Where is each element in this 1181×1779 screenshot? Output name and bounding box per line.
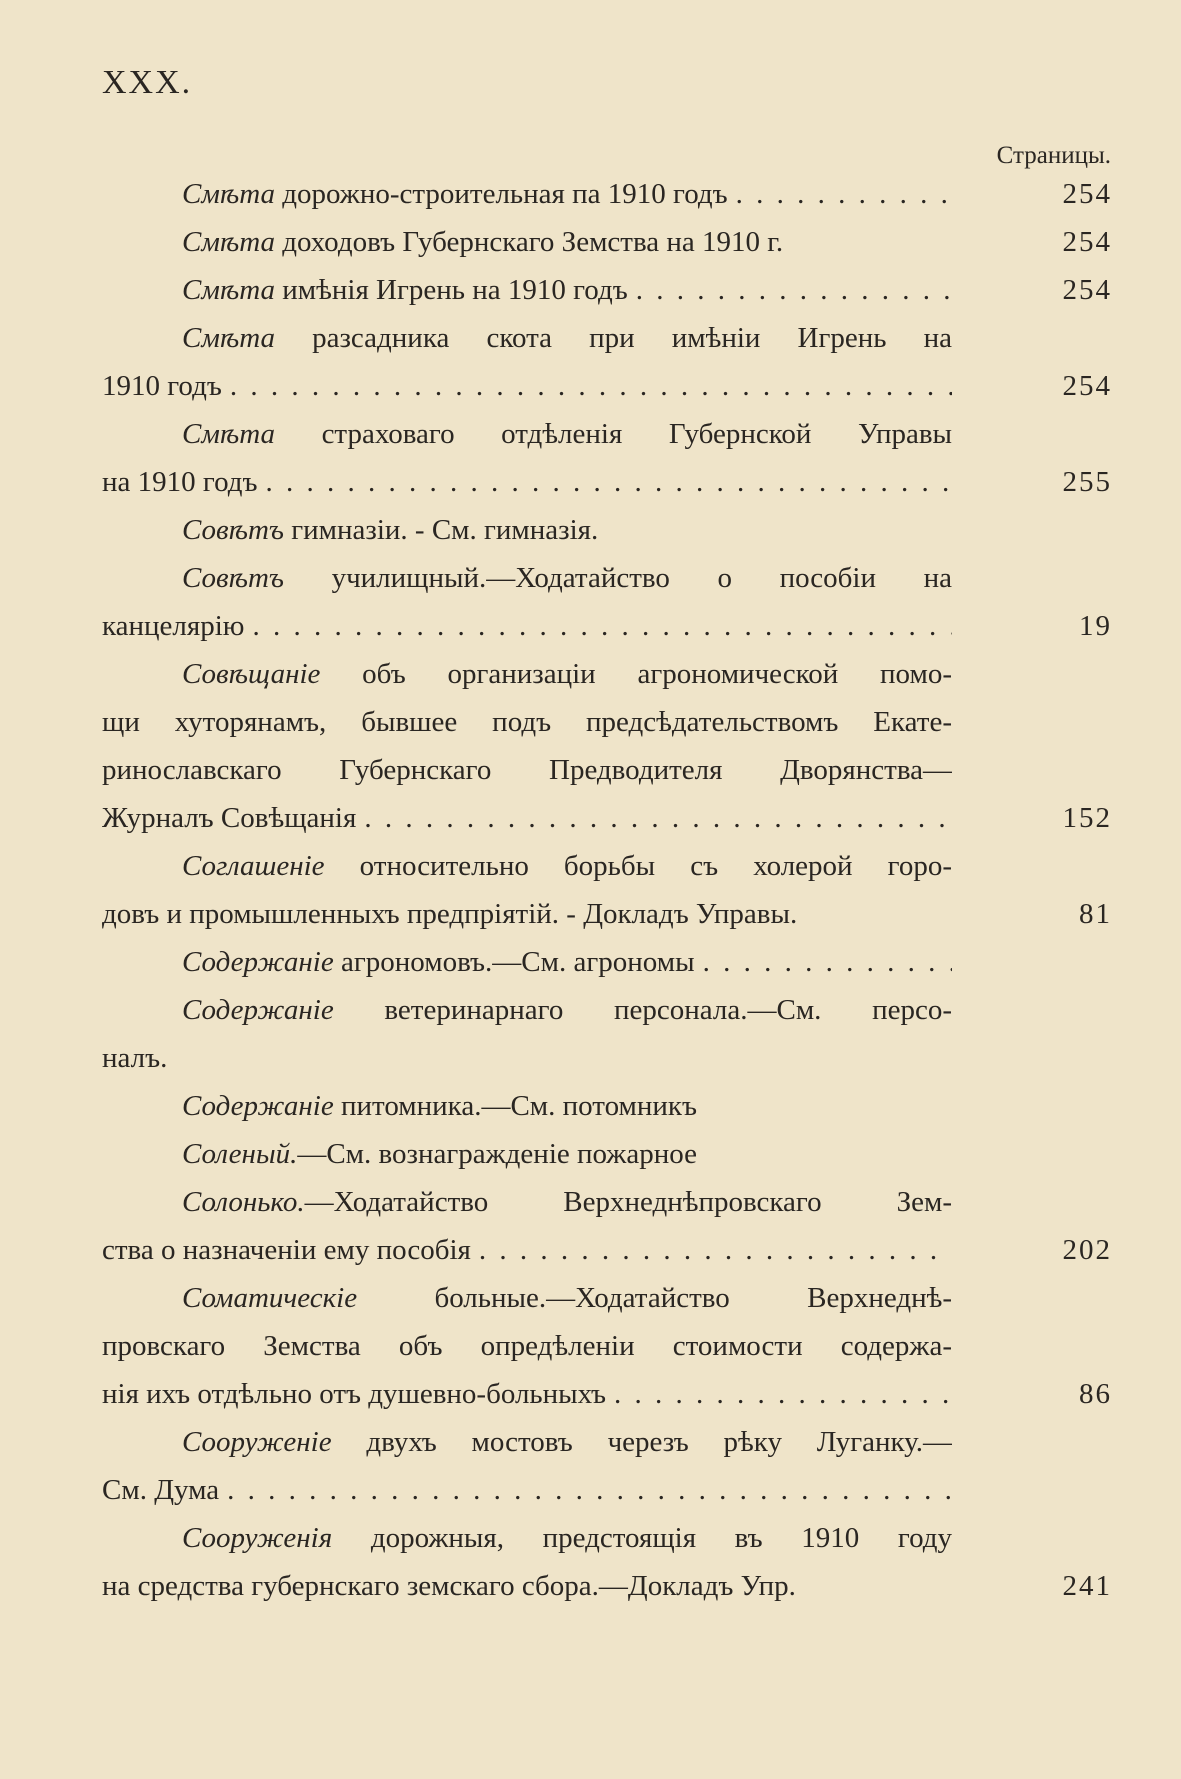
- index-line: [102, 1178, 1112, 1226]
- entry-keyword: Соматическіе: [182, 1282, 358, 1314]
- index-line: [102, 1322, 1112, 1370]
- entry-keyword: Сооруженіе: [182, 1426, 332, 1458]
- entry-text: [182, 842, 952, 890]
- entry-description: страховаго отдѣленія Губернской Управы: [321, 418, 952, 450]
- index-entries: [102, 170, 1112, 1610]
- entry-text: [102, 458, 952, 506]
- entry-description: училищный.—Ходатайство о пособіи на: [331, 562, 952, 594]
- entry-description: дорожно-строительная па 1910 годъ: [282, 178, 728, 210]
- entry-description: агрономовъ.—См. агрономы: [341, 946, 695, 978]
- page-number: XXX.: [102, 64, 193, 101]
- entry-description: двухъ мостовъ черезъ рѣку Луганку.—: [366, 1426, 952, 1458]
- entry-text: [182, 1178, 952, 1226]
- entry-text: [102, 1562, 952, 1610]
- entry-description: разсадника скота при имѣніи Игрень на: [312, 322, 952, 354]
- index-line: [102, 1514, 1112, 1562]
- index-line: [102, 1034, 1112, 1082]
- index-entry: [102, 266, 1112, 314]
- index-entry: [102, 938, 1112, 986]
- entry-page-number: 254: [1062, 178, 1112, 210]
- index-entry: [102, 170, 1112, 218]
- entry-text: [182, 986, 952, 1034]
- entry-text: [182, 1418, 952, 1466]
- entry-description: питомника.—См. потомникъ: [341, 1090, 697, 1122]
- entry-description: провскаго Земства объ опредѣленіи стоимости содержа-: [102, 1330, 952, 1362]
- entry-description: на 1910 годъ: [102, 466, 258, 498]
- index-line: [102, 1418, 1112, 1466]
- entry-text: [182, 506, 952, 554]
- entry-text: [182, 1130, 952, 1178]
- entry-page-number: 255: [1062, 466, 1112, 498]
- index-line: [102, 266, 1112, 314]
- entry-page-number: 81: [1079, 898, 1112, 930]
- entry-description: ринославскаго Губернскаго Предводителя Дворянства—: [102, 754, 952, 786]
- index-line: [102, 1274, 1112, 1322]
- dot-leader: [614, 1370, 952, 1418]
- dot-leader: [364, 794, 952, 842]
- entry-keyword: Солонько.: [182, 1186, 305, 1218]
- entry-text: [102, 1226, 952, 1274]
- index-line: [102, 218, 1112, 266]
- entry-keyword: Совѣщаніе: [182, 658, 321, 690]
- entry-keyword: Совѣтъ: [182, 514, 284, 546]
- dot-leader: [227, 1466, 952, 1514]
- index-entry: [102, 1082, 1112, 1130]
- entry-description: Журналъ Совѣщанія: [102, 802, 357, 834]
- index-line: [102, 890, 1112, 938]
- dot-leader: [265, 458, 952, 506]
- entry-keyword: Смѣта: [182, 274, 275, 306]
- entry-text: [182, 650, 952, 698]
- entry-page-number: 254: [1062, 226, 1112, 258]
- entry-description: довъ и промышленныхъ предпріятій. - Докладъ Управы.: [102, 898, 798, 930]
- index-line: [102, 794, 1112, 842]
- entry-keyword: Содержаніе: [182, 994, 334, 1026]
- entry-description: —Ходатайство Верхнеднѣпровскаго Зем-: [304, 1186, 952, 1218]
- index-line: [102, 650, 1112, 698]
- entry-text: [182, 1082, 952, 1130]
- entry-text: [182, 314, 952, 362]
- index-line: [102, 842, 1112, 890]
- entry-description: относительно борьбы съ холерой горо-: [359, 850, 952, 882]
- entry-description: —См. вознагражденіе пожарное: [297, 1138, 697, 1170]
- entry-keyword: Смѣта: [182, 226, 275, 258]
- index-line: [102, 602, 1112, 650]
- entry-text: [182, 1514, 952, 1562]
- entry-text: [182, 266, 952, 314]
- entry-text: [182, 218, 952, 266]
- entry-page-number: 19: [1079, 610, 1112, 642]
- entry-description: См. Дума: [102, 1474, 220, 1506]
- entry-keyword: Содержаніе: [182, 1090, 334, 1122]
- entry-text: [102, 698, 952, 746]
- pages-column-header: Страницы.: [996, 142, 1111, 169]
- entry-description: гимназіи. - См. гимназія.: [291, 514, 599, 546]
- entry-text: [102, 1370, 952, 1418]
- index-line: [102, 1130, 1112, 1178]
- entry-keyword: Смѣта: [182, 418, 275, 450]
- index-line: [102, 458, 1112, 506]
- entry-text: [102, 794, 952, 842]
- index-entry: [102, 842, 1112, 938]
- index-entry: [102, 1178, 1112, 1274]
- entry-page-number: 202: [1062, 1234, 1112, 1266]
- entry-description: дорожныя, предстоящія въ 1910 году: [370, 1522, 952, 1554]
- entry-keyword: Совѣтъ: [182, 562, 284, 594]
- index-entry: [102, 218, 1112, 266]
- index-line: [102, 170, 1112, 218]
- index-line: [102, 1466, 1112, 1514]
- entry-description: ветеринарнаго персонала.—См. персо-: [384, 994, 952, 1026]
- index-line: [102, 1082, 1112, 1130]
- index-entry: [102, 1130, 1112, 1178]
- index-line: [102, 506, 1112, 554]
- entry-text: [102, 1034, 952, 1082]
- dot-leader: [230, 362, 952, 410]
- entry-description: нія ихъ отдѣльно отъ душевно-больныхъ: [102, 1378, 607, 1410]
- entry-description: объ организаціи агрономической помо-: [362, 658, 952, 690]
- entry-description: доходовъ Губернскаго Земства на 1910 г.: [282, 226, 784, 258]
- index-line: [102, 410, 1112, 458]
- entry-keyword: Соленый.: [182, 1138, 298, 1170]
- dot-leader: [252, 602, 952, 650]
- entry-page-number: 254: [1062, 274, 1112, 306]
- entry-description: больные.—Ходатайство Верхнеднѣ-: [434, 1282, 952, 1314]
- index-entry: [102, 506, 1112, 554]
- entry-keyword: Смѣта: [182, 178, 275, 210]
- entry-description: щи хуторянамъ, бывшее подъ предсѣдательствомъ Екате-: [102, 706, 952, 738]
- dot-leader: [636, 266, 952, 314]
- index-entry: [102, 554, 1112, 650]
- index-line: [102, 314, 1112, 362]
- entry-text: [182, 554, 952, 602]
- entry-text: [102, 890, 952, 938]
- entry-keyword: Смѣта: [182, 322, 275, 354]
- entry-text: [182, 170, 952, 218]
- index-line: [102, 1370, 1112, 1418]
- entry-text: [102, 602, 952, 650]
- index-entry: [102, 650, 1112, 842]
- entry-keyword: Соглашеніе: [182, 850, 325, 882]
- entry-description: канцелярію: [102, 610, 245, 642]
- index-line: [102, 1562, 1112, 1610]
- entry-description: имѣнія Игрень на 1910 годъ: [282, 274, 628, 306]
- entry-page-number: 254: [1062, 370, 1112, 402]
- entry-page-number: 241: [1062, 1570, 1112, 1602]
- index-line: [102, 986, 1112, 1034]
- dot-leader: [479, 1226, 952, 1274]
- index-line: [102, 698, 1112, 746]
- index-line: [102, 938, 1112, 986]
- entry-keyword: Содержаніе: [182, 946, 334, 978]
- index-entry: [102, 410, 1112, 506]
- entry-keyword: Сооруженія: [182, 1522, 333, 1554]
- entry-text: [102, 1466, 952, 1514]
- entry-page-number: 86: [1079, 1378, 1112, 1410]
- index-entry: [102, 1514, 1112, 1610]
- entry-text: [102, 1322, 952, 1370]
- index-entry: [102, 1418, 1112, 1514]
- entry-description: ства о назначеніи ему пособія: [102, 1234, 471, 1266]
- entry-text: [102, 746, 952, 794]
- entry-text: [182, 410, 952, 458]
- index-entry: [102, 314, 1112, 410]
- entry-page-number: 152: [1062, 802, 1112, 834]
- index-line: [102, 362, 1112, 410]
- entry-description: налъ.: [102, 1042, 168, 1074]
- dot-leader: [736, 170, 952, 218]
- entry-text: [182, 938, 952, 986]
- entry-text: [102, 362, 952, 410]
- entry-description: на средства губернскаго земскаго сбора.—Докладъ Упр.: [102, 1570, 796, 1602]
- dot-leader: [703, 938, 952, 986]
- index-line: [102, 1226, 1112, 1274]
- index-entry: [102, 1274, 1112, 1418]
- index-line: [102, 746, 1112, 794]
- index-entry: [102, 986, 1112, 1082]
- entry-text: [182, 1274, 952, 1322]
- index-line: [102, 554, 1112, 602]
- entry-description: 1910 годъ: [102, 370, 222, 402]
